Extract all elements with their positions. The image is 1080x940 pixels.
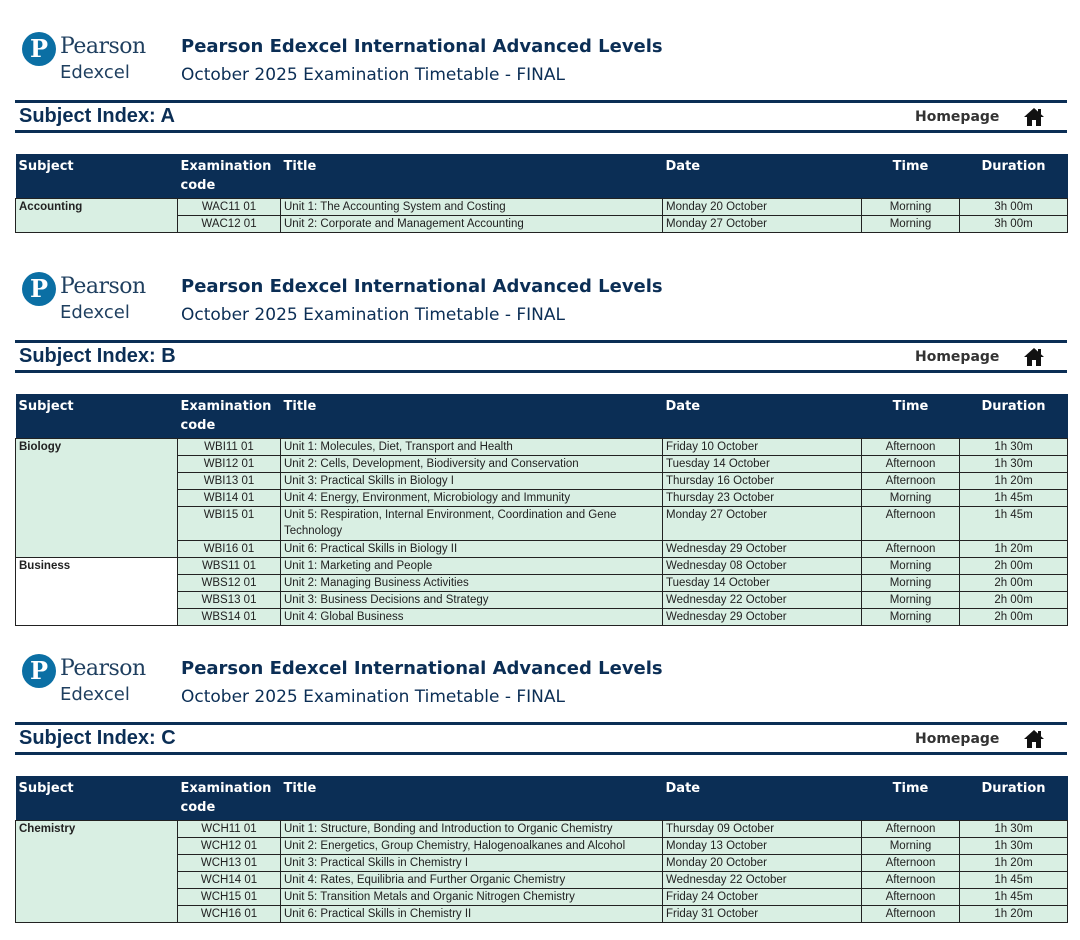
exam-time: Morning xyxy=(862,199,960,216)
exam-date: Wednesday 29 October xyxy=(663,541,862,558)
col-header-time: Time xyxy=(862,394,960,439)
exam-duration: 1h 20m xyxy=(960,473,1068,490)
exam-duration: 1h 45m xyxy=(960,889,1068,906)
unit-title: Unit 2: Managing Business Activities xyxy=(281,575,663,592)
table-header-row xyxy=(16,776,1068,821)
exam-duration: 3h 00m xyxy=(960,216,1068,233)
exam-date: Friday 24 October xyxy=(663,889,862,906)
unit-title: Unit 1: Marketing and People xyxy=(281,558,663,575)
exam-duration: 2h 00m xyxy=(960,575,1068,592)
exam-time: Afternoon xyxy=(862,507,960,541)
exam-time: Afternoon xyxy=(862,439,960,456)
unit-title: Unit 6: Practical Skills in Chemistry II xyxy=(281,906,663,923)
document-subtitle: October 2025 Examination Timetable - FINAL xyxy=(181,65,565,85)
exam-date: Monday 13 October xyxy=(663,838,862,855)
subject-index-title: Subject Index: B xyxy=(19,345,176,367)
exam-duration: 1h 30m xyxy=(960,456,1068,473)
home-icon[interactable] xyxy=(1023,107,1045,127)
exam-time: Morning xyxy=(862,490,960,507)
logo-word-edexcel: Edexcel xyxy=(60,302,130,323)
exam-time: Morning xyxy=(862,592,960,609)
exam-time: Morning xyxy=(862,558,960,575)
exam-time: Afternoon xyxy=(862,855,960,872)
document-subtitle: October 2025 Examination Timetable - FINAL xyxy=(181,687,565,707)
exam-code: WCH16 01 xyxy=(178,906,281,923)
homepage-link[interactable]: Homepage xyxy=(915,731,1000,747)
subject-index-title: Subject Index: A xyxy=(19,105,175,127)
col-header-title: Title xyxy=(281,154,663,199)
exam-date: Friday 31 October xyxy=(663,906,862,923)
pearson-logo xyxy=(22,652,152,712)
exam-code: WBS13 01 xyxy=(178,592,281,609)
logo-word-pearson: Pearson xyxy=(60,656,146,681)
subject-name: Business xyxy=(16,558,178,626)
unit-title: Unit 4: Rates, Equilibria and Further Organic Chemistry xyxy=(281,872,663,889)
col-header-subject: Subject xyxy=(16,776,178,821)
col-header-title: Title xyxy=(281,394,663,439)
exam-duration: 1h 20m xyxy=(960,855,1068,872)
exam-code: WCH15 01 xyxy=(178,889,281,906)
exam-time: Afternoon xyxy=(862,872,960,889)
exam-date: Thursday 16 October xyxy=(663,473,862,490)
exam-duration: 1h 45m xyxy=(960,490,1068,507)
pearson-logo-icon: P xyxy=(22,654,56,688)
subject-name: Accounting xyxy=(16,199,178,233)
exam-code: WCH13 01 xyxy=(178,855,281,872)
col-header-subject: Subject xyxy=(16,154,178,199)
unit-title: Unit 2: Cells, Development, Biodiversity and Conservation xyxy=(281,456,663,473)
pearson-logo-icon: P xyxy=(22,272,56,306)
logo-word-edexcel: Edexcel xyxy=(60,684,130,705)
homepage-link[interactable]: Homepage xyxy=(915,349,1000,365)
exam-duration: 2h 00m xyxy=(960,609,1068,626)
exam-code: WBI16 01 xyxy=(178,541,281,558)
subject-index-bar xyxy=(15,340,1067,373)
exam-time: Afternoon xyxy=(862,541,960,558)
pearson-logo xyxy=(22,270,152,330)
col-header-exam-code xyxy=(178,394,281,439)
logo-word-pearson: Pearson xyxy=(60,274,146,299)
home-icon[interactable] xyxy=(1023,729,1045,749)
exam-date: Thursday 23 October xyxy=(663,490,862,507)
exam-code: WCH12 01 xyxy=(178,838,281,855)
col-header-code-line2: code xyxy=(180,800,216,815)
unit-title: Unit 2: Corporate and Management Accounting xyxy=(281,216,663,233)
table-header-row xyxy=(16,394,1068,439)
exam-date: Monday 20 October xyxy=(663,199,862,216)
exam-time: Afternoon xyxy=(862,821,960,838)
col-header-code-line1: Examination xyxy=(180,781,272,796)
logo-word-pearson: Pearson xyxy=(60,34,146,59)
timetable-table xyxy=(15,394,1068,626)
exam-time: Morning xyxy=(862,609,960,626)
col-header-date: Date xyxy=(663,394,862,439)
unit-title: Unit 3: Practical Skills in Chemistry I xyxy=(281,855,663,872)
pearson-logo-icon: P xyxy=(22,32,56,66)
subject-index-title: Subject Index: C xyxy=(19,727,176,749)
exam-code: WBI13 01 xyxy=(178,473,281,490)
exam-time: Afternoon xyxy=(862,473,960,490)
exam-date: Wednesday 08 October xyxy=(663,558,862,575)
col-header-subject: Subject xyxy=(16,394,178,439)
document-title: Pearson Edexcel International Advanced Levels xyxy=(181,276,663,297)
col-header-code-line1: Examination xyxy=(180,159,272,174)
exam-time: Afternoon xyxy=(862,906,960,923)
exam-time: Morning xyxy=(862,838,960,855)
unit-title: Unit 1: Structure, Bonding and Introduction to Organic Chemistry xyxy=(281,821,663,838)
document-title: Pearson Edexcel International Advanced Levels xyxy=(181,36,663,57)
exam-time: Morning xyxy=(862,575,960,592)
exam-code: WBS12 01 xyxy=(178,575,281,592)
exam-date: Monday 27 October xyxy=(663,507,862,541)
pearson-logo xyxy=(22,30,152,90)
subject-index-bar xyxy=(15,100,1067,133)
exam-duration: 1h 30m xyxy=(960,821,1068,838)
subject-name: Chemistry xyxy=(16,821,178,923)
exam-code: WBI12 01 xyxy=(178,456,281,473)
exam-date: Tuesday 14 October xyxy=(663,456,862,473)
exam-duration: 2h 00m xyxy=(960,558,1068,575)
subject-index-bar xyxy=(15,722,1067,755)
logo-word-edexcel: Edexcel xyxy=(60,62,130,83)
unit-title: Unit 3: Business Decisions and Strategy xyxy=(281,592,663,609)
timetable-table xyxy=(15,776,1068,923)
col-header-exam-code xyxy=(178,776,281,821)
homepage-link[interactable]: Homepage xyxy=(915,109,1000,125)
table-header-row xyxy=(16,154,1068,199)
exam-code: WBS14 01 xyxy=(178,609,281,626)
exam-date: Monday 27 October xyxy=(663,216,862,233)
exam-time: Afternoon xyxy=(862,456,960,473)
exam-duration: 1h 20m xyxy=(960,906,1068,923)
exam-date: Wednesday 22 October xyxy=(663,592,862,609)
exam-code: WBI11 01 xyxy=(178,439,281,456)
exam-code: WBI15 01 xyxy=(178,507,281,541)
exam-date: Friday 10 October xyxy=(663,439,862,456)
document-title: Pearson Edexcel International Advanced Levels xyxy=(181,658,663,679)
exam-duration: 1h 45m xyxy=(960,872,1068,889)
home-icon[interactable] xyxy=(1023,347,1045,367)
exam-date: Thursday 09 October xyxy=(663,821,862,838)
col-header-code-line1: Examination xyxy=(180,399,272,414)
exam-code: WCH11 01 xyxy=(178,821,281,838)
col-header-duration: Duration xyxy=(960,394,1068,439)
table-row xyxy=(16,199,1068,216)
col-header-time: Time xyxy=(862,154,960,199)
exam-duration: 1h 45m xyxy=(960,507,1068,541)
exam-code: WBI14 01 xyxy=(178,490,281,507)
col-header-date: Date xyxy=(663,776,862,821)
subject-name: Biology xyxy=(16,439,178,558)
table-row xyxy=(16,439,1068,456)
document-subtitle: October 2025 Examination Timetable - FINAL xyxy=(181,305,565,325)
unit-title: Unit 6: Practical Skills in Biology II xyxy=(281,541,663,558)
col-header-exam-code xyxy=(178,154,281,199)
col-header-date: Date xyxy=(663,154,862,199)
unit-title: Unit 5: Transition Metals and Organic Nitrogen Chemistry xyxy=(281,889,663,906)
exam-duration: 3h 00m xyxy=(960,199,1068,216)
exam-time: Morning xyxy=(862,216,960,233)
exam-code: WCH14 01 xyxy=(178,872,281,889)
table-row xyxy=(16,558,1068,575)
timetable-table xyxy=(15,154,1068,233)
unit-title: Unit 4: Global Business xyxy=(281,609,663,626)
unit-title: Unit 5: Respiration, Internal Environment, Coordination and Gene Technology xyxy=(281,507,663,541)
col-header-title: Title xyxy=(281,776,663,821)
col-header-code-line2: code xyxy=(180,178,216,193)
table-row xyxy=(16,821,1068,838)
exam-duration: 1h 20m xyxy=(960,541,1068,558)
exam-time: Afternoon xyxy=(862,889,960,906)
unit-title: Unit 1: The Accounting System and Costing xyxy=(281,199,663,216)
exam-code: WAC11 01 xyxy=(178,199,281,216)
exam-duration: 1h 30m xyxy=(960,838,1068,855)
exam-date: Tuesday 14 October xyxy=(663,575,862,592)
unit-title: Unit 2: Energetics, Group Chemistry, Halogenoalkanes and Alcohol xyxy=(281,838,663,855)
exam-duration: 1h 30m xyxy=(960,439,1068,456)
unit-title: Unit 4: Energy, Environment, Microbiology and Immunity xyxy=(281,490,663,507)
col-header-time: Time xyxy=(862,776,960,821)
exam-duration: 2h 00m xyxy=(960,592,1068,609)
exam-date: Wednesday 22 October xyxy=(663,872,862,889)
col-header-code-line2: code xyxy=(180,418,216,433)
exam-code: WBS11 01 xyxy=(178,558,281,575)
unit-title: Unit 1: Molecules, Diet, Transport and Health xyxy=(281,439,663,456)
exam-date: Monday 20 October xyxy=(663,855,862,872)
col-header-duration: Duration xyxy=(960,776,1068,821)
exam-code: WAC12 01 xyxy=(178,216,281,233)
exam-date: Wednesday 29 October xyxy=(663,609,862,626)
unit-title: Unit 3: Practical Skills in Biology I xyxy=(281,473,663,490)
col-header-duration: Duration xyxy=(960,154,1068,199)
